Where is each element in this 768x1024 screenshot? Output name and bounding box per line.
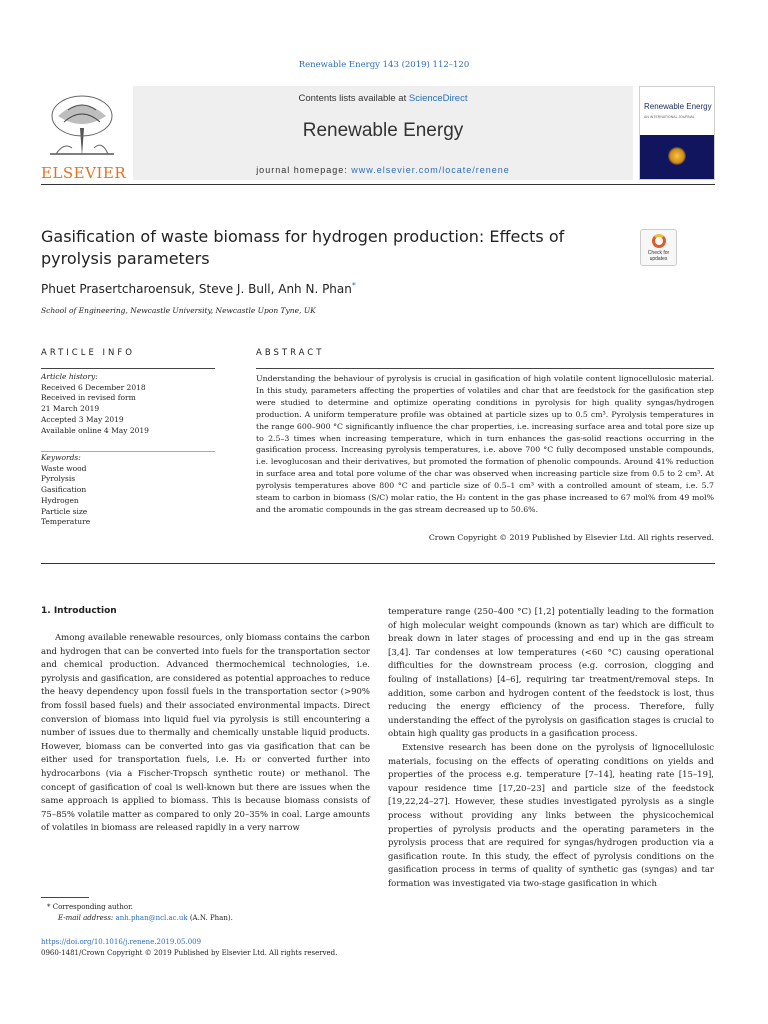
doi-link[interactable]: https://doi.org/10.1016/j.renene.2019.05.009 <box>41 938 202 946</box>
abstract-heading: ABSTRACT <box>256 348 325 358</box>
journal-banner <box>133 86 633 180</box>
keywords-label: Keywords: <box>41 453 81 462</box>
keyword-item: Particle size <box>41 506 88 516</box>
issn-copyright: 0960-1481/Crown Copyright © 2019 Published by Elsevier Ltd. All rights reserved. <box>41 949 338 957</box>
keywords-block <box>41 453 215 528</box>
journal-header <box>41 86 715 180</box>
history-item: Accepted 3 May 2019 <box>41 414 124 424</box>
contents-available <box>133 93 633 104</box>
body-paragraph: temperature range (250–400 °C) [1,2] potentially leading to the formation of high molecular weight compounds (known as tar) which are difficult to break down in later stages of processing and end up in the gas stream [3,4]. Tar condenses at low temperatures (<60 °C) causing operational difficulties for the downstream process (e.g. corrosion, clogging and fouling of installations) [4–6], requiring tar treatment/removal steps. In addition, some carbon and hydrogen content of the feedstock is lost, thus reducing the energy efficiency of the process. Therefore, fully understanding the effect of the pyrolysis on gasification stages is crucial to obtain high quality gas products in a gasification process. <box>388 607 714 740</box>
body-right-column <box>388 606 714 891</box>
email-suffix: (A.N. Phan). <box>189 914 233 922</box>
abstract-bottom-rule <box>41 563 715 564</box>
journal-homepage <box>133 165 633 175</box>
article-history <box>41 372 215 436</box>
homepage-link[interactable]: www.elsevier.com/locate/renene <box>351 165 510 175</box>
history-item: 21 March 2019 <box>41 404 100 414</box>
homepage-prefix: journal homepage: <box>256 165 352 175</box>
footnote-email <box>41 913 371 924</box>
elsevier-tree-icon <box>44 92 120 158</box>
history-item: Available online 4 May 2019 <box>41 425 149 435</box>
authors-names: Phuet Prasertcharoensuk, Steve J. Bull, Anh N. Phan <box>41 282 352 296</box>
corresponding-author-mark[interactable]: * <box>351 281 356 290</box>
article-info-heading: ARTICLE INFO <box>41 348 135 358</box>
corresponding-label: Corresponding author. <box>52 903 133 911</box>
body-paragraph: Extensive research has been done on the pyrolysis of lignocellulosic materials, focusing on the effects of operating conditions on yields and properties of the process e.g. temperature [7–14], heating rate [15–19], vapour residence time [17,20–23] and particle size of the feedstock [19,22,24–27]. However, these studies investigated pyrolysis as a single process without providing any links between the physicochemical properties of pyrolysis products and the operating parameters in the pyrolysis process that are required for syngas/hydrogen production via a gasification route. In this study, the effect of pyrolysis conditions on the gasification process in terms of quality of synthetic gas (syngas) and tar formation was investigated via two-stage gasification in which <box>388 742 714 889</box>
abstract-text: Understanding the behaviour of pyrolysis is crucial in gasification of high volatile content lignocellulosic material. In this study, parameters affecting the properties of volatiles and char that are feedstock for the gasification step were studied to determine and optimize operating conditions in pyrolysis for high quality syngas/hydrogen production. A uniform temperature profile was obtained at particle sizes up to 0.5 cm³. Pyrolysis temperatures in the range 600–900 °C significantly influence the char properties, i.e. increasing surface area and total pore size up to 2.5–3 times when increasing temperature, which in turn enhances the gas-solid reactions occurring in the gasification process. Increasing pyrolysis temperatures, i.e. above 700 °C fully decomposed unstable compounds, i.e. levoglucosan and their derivatives, but promoted the formation of phenolic compounds. Around 41% reduction in surface area and total pore volume of the char was observed when increasing particle size from 0.5 to 2 cm³. At pyrolysis temperatures above 800 °C and particle size of 0.5–1 cm³ with a controlled amount of steam, i.e. 5.7 steam to carbon in biomass (S/C) molar ratio, the H₂ content in the gas phase increased to 67 mol% from 49 mol% and the aromatic compounds in the gas stream decreased up to 50.6%. <box>256 374 714 514</box>
check-for-updates-badge[interactable] <box>640 229 677 266</box>
email-link[interactable]: anh.phan@ncl.ac.uk <box>115 914 188 922</box>
article-title: Gasification of waste biomass for hydrogen production: Effects of pyrolysis parameters <box>41 227 565 268</box>
author-list <box>41 281 356 296</box>
history-item: Received in revised form <box>41 393 136 403</box>
history-item: Received 6 December 2018 <box>41 382 146 392</box>
cover-sun-icon <box>668 147 686 165</box>
contents-prefix: Contents lists available at <box>298 93 409 104</box>
keyword-item: Hydrogen <box>41 495 79 505</box>
sciencedirect-link[interactable]: ScienceDirect <box>408 93 468 104</box>
keyword-item: Waste wood <box>41 463 87 473</box>
journal-cover[interactable] <box>639 86 715 180</box>
history-rule <box>41 451 215 452</box>
body-paragraph: Among available renewable resources, only biomass contains the carbon and hydrogen that can be converted into fuels for the transportation sector and chemical production. Advanced thermochemical technologies, i.e. pyrolysis and gasification, are considered as potential approaches to reduce the heavy dependency upon fossil fuels in the transportation sector (>90% from fossil based fuels) and their associated environmental impacts. Direct conversion of biomass into liquid fuel via pyrolysis is still encountering a number of issues due to thermally and chemically unstable liquid products. However, biomass can be converted into gas via gasification that can be either used for transportation fuels, i.e. H₂ or converted further into hydrocarbons (via a Fischer-Tropsch synthetic route) or methanol. The concept of gasification of coal is well-known but there are issues when the same approach is applied to biomass. This is because biomass consists of 75–85% volatile matter as compared to only 20–35% in coal. Large amounts of volatiles in biomass are released rapidly in a very narrow <box>41 633 370 834</box>
check-updates-label: Check for updates <box>647 250 670 262</box>
header-divider <box>41 184 715 185</box>
abstract-rule <box>256 368 714 369</box>
cover-title: Renewable Energy <box>644 102 712 111</box>
keyword-item: Gasification <box>41 485 87 495</box>
keyword-item: Temperature <box>41 517 91 527</box>
footnote-mark: * <box>47 903 51 911</box>
article-info-rule <box>41 368 215 369</box>
check-updates-icon <box>652 234 666 248</box>
footnote-rule <box>41 897 89 898</box>
section-title-introduction: 1. Introduction <box>41 606 117 616</box>
cover-subtitle: AN INTERNATIONAL JOURNAL <box>644 115 695 119</box>
journal-citation[interactable]: Renewable Energy 143 (2019) 112–120 <box>298 60 470 70</box>
journal-title: Renewable Energy <box>302 120 464 141</box>
elsevier-logo-text: ELSEVIER <box>41 164 127 182</box>
keyword-item: Pyrolysis <box>41 474 76 484</box>
history-label: Article history: <box>41 372 98 381</box>
elsevier-logo[interactable] <box>41 86 125 180</box>
body-left-column <box>41 632 370 836</box>
footnote-corresponding <box>41 902 371 913</box>
abstract-copyright: Crown Copyright © 2019 Published by Elsevier Ltd. All rights reserved. <box>428 533 714 542</box>
email-label: E-mail address: <box>58 914 114 922</box>
affiliation: School of Engineering, Newcastle University, Newcastle Upon Tyne, UK <box>41 306 316 315</box>
